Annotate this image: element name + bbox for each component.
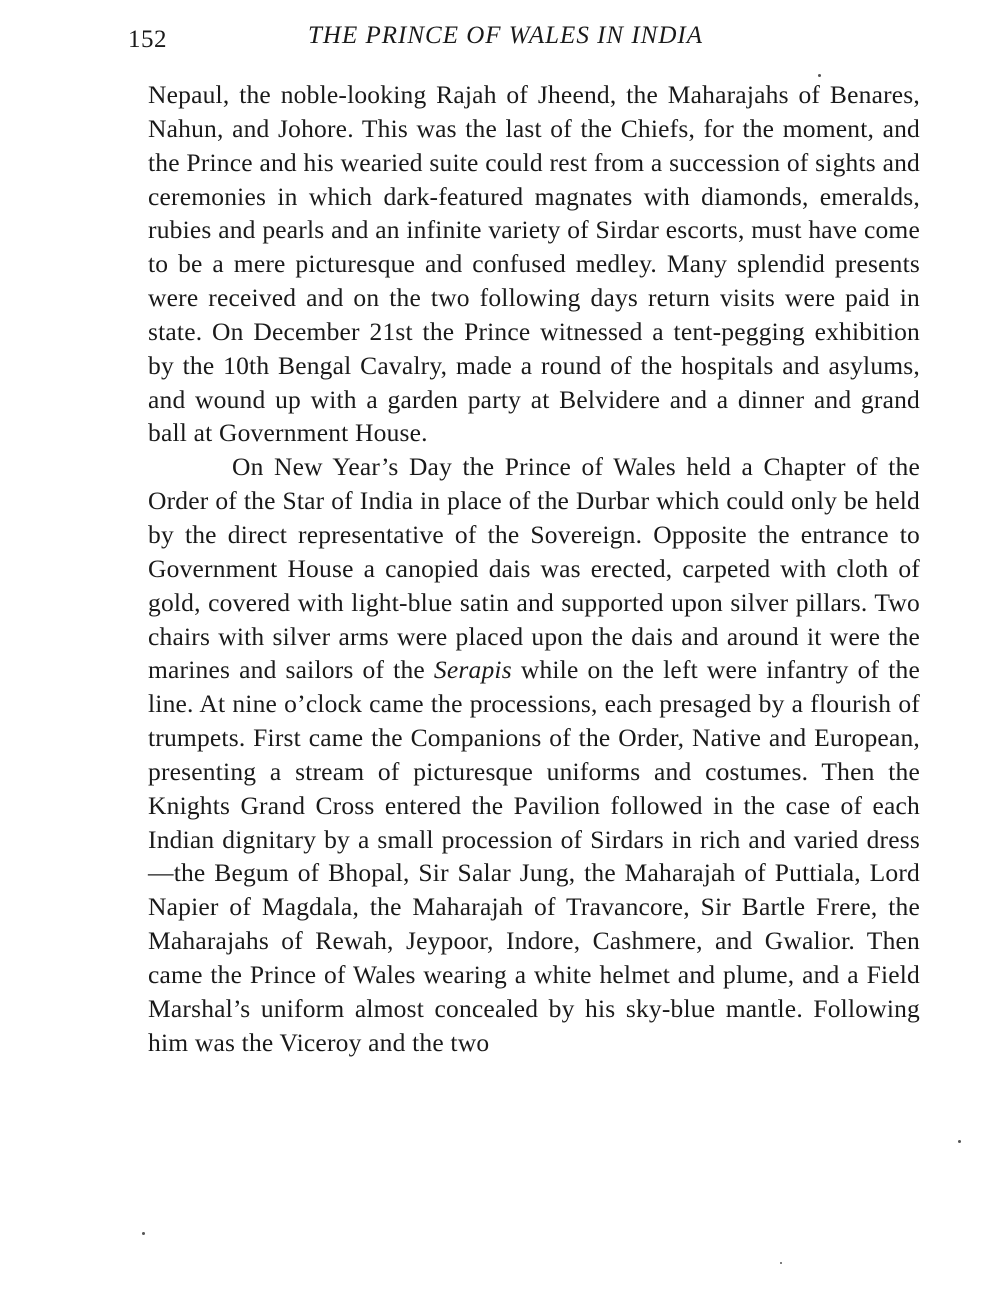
print-speck — [818, 74, 821, 77]
running-head — [128, 22, 928, 58]
print-speck — [142, 1232, 145, 1235]
paragraph-2-text-a: On New Year’s Day the Prince of Wales held a Chapter of the Order of the Star of India in place of the Durbar which could only be held by the direct representative of the Sovereign. Opposite the entrance to Government House a canopied dais was erected, carpeted with cloth of gold, covered with light-blue satin and supported upon silver pillars. Two chairs with silver arms were placed upon the dais and around it were the marines and sailors of the — [148, 452, 920, 685]
body-text — [148, 78, 920, 1059]
print-speck — [958, 1140, 961, 1143]
print-speck — [780, 1262, 782, 1264]
paragraph-2-text-b: while on the left were infantry of the line. At nine o’clock came the processions, each presaged by a flourish of trumpets. First came the Companions of the Order, Native and European, presenting a stream of picturesque uniforms and costumes. Then the Knights Grand Cross entered the Pavilion followed in the case of each Indian dignitary by a small procession of Sirdars in rich and varied dress—the Begum of Bhopal, Sir Salar Jung, the Maharajah of Puttiala, Lord Napier of Magdala, the Maharajah of Travancore, Sir Bartle Frere, the Maharajahs of Rewah, Jeypoor, Indore, Cashmere, and Gwalior. Then came the Prince of Wales wearing a white helmet and plume, and a Field Marshal’s uniform almost concealed by his sky-blue mantle. Following him was the Viceroy and the two — [148, 655, 920, 1057]
running-title: THE PRINCE OF WALES IN INDIA — [308, 22, 703, 49]
page-number: 152 — [128, 26, 167, 53]
ship-name-italic: Serapis — [433, 655, 512, 685]
paragraph-2 — [148, 450, 920, 1059]
paragraph-1: Nepaul, the noble-looking Rajah of Jheend, the Maharajahs of Benares, Nahun, and Johore. This was the last of the Chiefs, for the moment, and the Prince and his wearied suite could rest from a succession of sights and ceremonies in which dark-featured magnates with diamonds, emeralds, rubies and pearls and an infinite variety of Sirdar escorts, must have come to be a mere picturesque and confused medley. Many splendid presents were received and on the two following days return visits were paid in state. On December 21st the Prince witnessed a tent-pegging exhibition by the 10th Bengal Cavalry, made a round of the hospitals and asylums, and wound up with a garden party at Belvidere and a dinner and grand ball at Government House. — [148, 80, 920, 448]
